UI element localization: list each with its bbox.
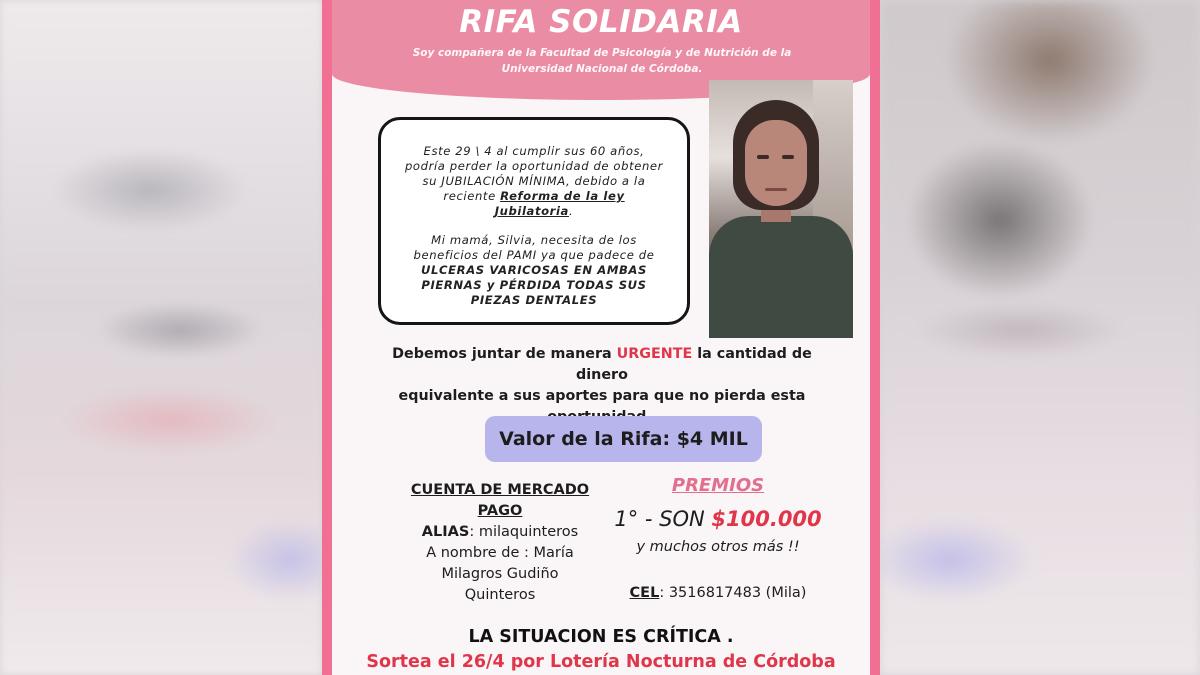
first-prize — [602, 502, 834, 536]
phone-number: : 3516817483 (Mila) — [659, 585, 807, 601]
portrait-photo — [709, 80, 853, 338]
payment-account — [395, 480, 605, 606]
flyer-title: RIFA SOLIDARIA — [459, 4, 743, 40]
story-line — [401, 204, 667, 219]
more-prizes: y muchos otros más !! — [636, 539, 800, 555]
first-prize-label: 1° - SON — [614, 507, 705, 531]
urgent-line: equivalente a sus aportes para que no pierda esta — [398, 388, 806, 404]
critical-message: LA SITUACION ES CRÍTICA . — [468, 627, 734, 647]
story-line: Este 29 \ 4 al cumplir sus 60 años, — [423, 144, 645, 158]
story-box — [378, 117, 690, 325]
condition-text: ULCERAS VARICOSAS EN AMBAS — [421, 263, 647, 277]
phone-line — [602, 582, 834, 604]
urgent-highlight: URGENTE — [616, 346, 693, 362]
account-holder: A nombre de : María — [426, 545, 574, 561]
story-text: . — [568, 204, 574, 218]
story-line: podría perder la oportunidad de obtener — [404, 159, 664, 173]
account-holder: Quinteros — [464, 587, 536, 603]
prizes-heading: PREMIOS — [671, 475, 765, 496]
alias-value: : milaquinteros — [469, 524, 579, 540]
condition-line — [401, 278, 667, 293]
condition-line — [401, 263, 667, 278]
subtitle-line: Soy compañera de la Facultad de Psicología y de Nutrición de la — [412, 47, 792, 59]
flyer-body — [332, 0, 870, 675]
blurred-background-right — [880, 0, 1200, 675]
alias-label: ALIAS — [421, 524, 470, 540]
story-text: reciente — [443, 189, 496, 203]
condition-text: PIEZAS DENTALES — [470, 293, 598, 307]
flyer-subtitle — [402, 45, 802, 77]
draw-date: Sortea el 26/4 por Lotería Nocturna de Córdoba — [366, 652, 836, 672]
story-line: beneficios del PAMI ya que padece de — [413, 248, 655, 262]
prizes-section — [602, 474, 834, 604]
subtitle-line: Universidad Nacional de Córdoba. — [501, 63, 703, 75]
story-line — [401, 189, 667, 204]
blurred-background-left — [0, 0, 322, 675]
urgent-text: la cantidad de dinero — [576, 346, 812, 383]
condition-line — [401, 293, 667, 308]
account-heading: PAGO — [477, 503, 523, 519]
account-holder: Milagros Gudiño — [441, 566, 559, 582]
raffle-flyer — [322, 0, 880, 675]
condition-text: PIERNAS y PÉRDIDA TODAS SUS — [421, 278, 647, 292]
law-reform-text: Jubilatoria — [494, 204, 569, 218]
story-line: Mi mamá, Silvia, necesita de los — [431, 233, 637, 247]
urgent-text: Debemos juntar de manera — [392, 346, 612, 362]
alias-line — [395, 522, 605, 543]
law-reform-text: Reforma de la ley — [500, 189, 625, 203]
raffle-price-badge: Valor de la Rifa: $4 MIL — [485, 416, 762, 462]
story-line: su JUBILACIÓN MÍNIMA, debido a la — [422, 174, 646, 188]
account-heading: CUENTA DE MERCADO — [410, 482, 590, 498]
first-prize-amount: $100.000 — [711, 507, 822, 531]
urgent-line — [372, 344, 832, 386]
phone-label: CEL — [629, 585, 660, 601]
